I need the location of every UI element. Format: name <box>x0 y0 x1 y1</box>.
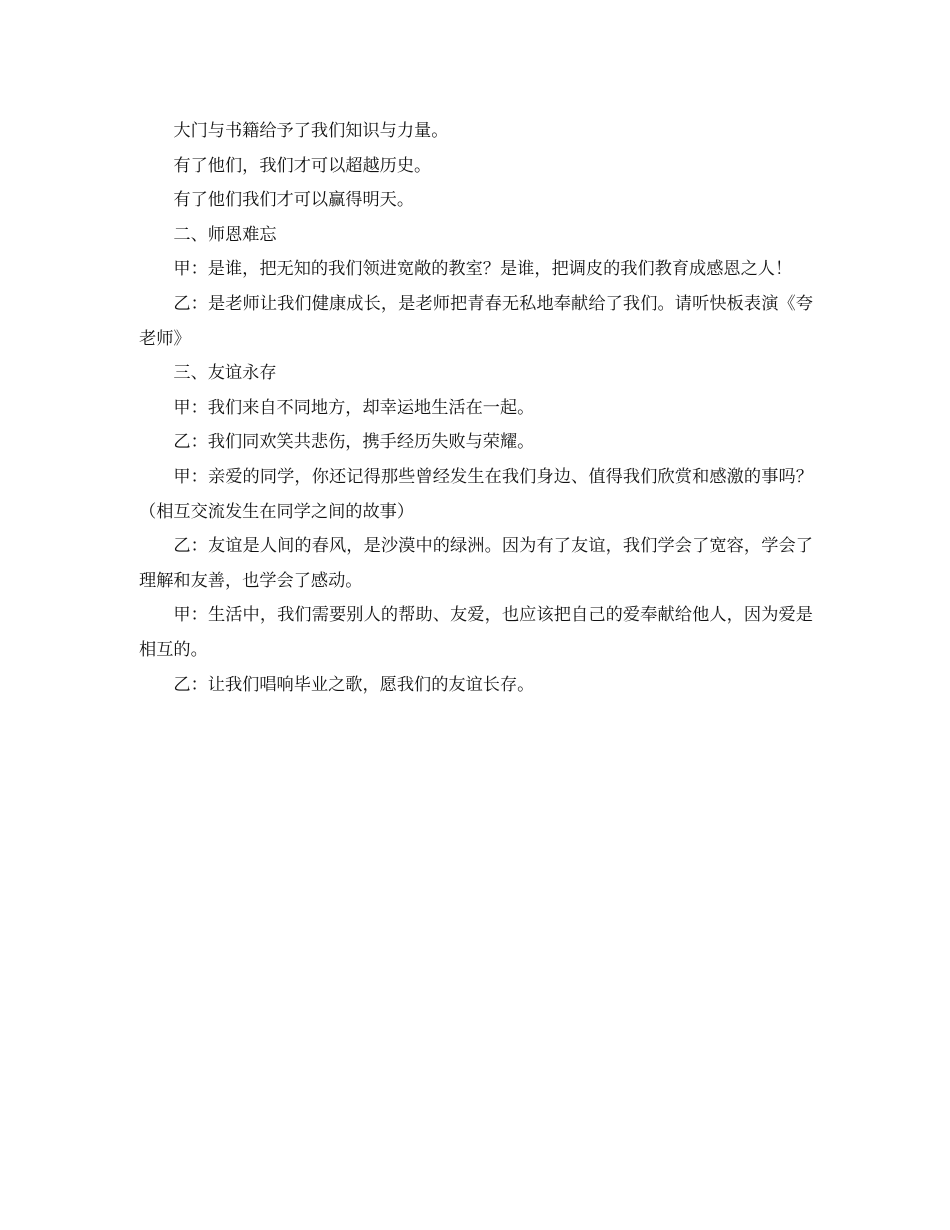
paragraph-jia-remember-stories: 甲：亲爱的同学，你还记得那些曾经发生在我们身边、值得我们欣赏和感激的事吗？（相互交流发生在同学之间的故事） <box>139 466 813 522</box>
section-heading-teachers: 二、师恩难忘 <box>173 224 277 245</box>
paragraph-surpass-history: 有了他们，我们才可以超越历史。 <box>173 155 432 176</box>
paragraph-yi-friendship-spring: 乙：友谊是人间的春风，是沙漠中的绿洲。因为有了友谊，我们学会了宽容，学会了理解和友善，也学会了感动。 <box>139 536 813 591</box>
paragraph-jia-different-places: 甲：我们来自不同地方，却幸运地生活在一起。 <box>173 397 535 418</box>
paragraph-yi-joy-and-sorrow: 乙：我们同欢笑共悲伤，携手经历失败与荣耀。 <box>173 432 535 453</box>
paragraph-yi-teachers-devotion: 乙：是老师让我们健康成长，是老师把青春无私地奉献给了我们。请听快板表演《夸老师》 <box>139 293 813 349</box>
document-body <box>139 114 813 702</box>
paragraph-jia-love-mutual: 甲：生活中，我们需要别人的帮助、友爱，也应该把自己的爱奉献给他人，因为爱是相互的。 <box>139 605 813 660</box>
paragraph-jia-who-led-us: 甲：是谁，把无知的我们领进宽敞的教室？是谁，把调皮的我们教育成感恩之人！ <box>173 259 793 280</box>
section-heading-friendship: 三、友谊永存 <box>173 363 277 384</box>
paragraph-win-tomorrow: 有了他们我们才可以赢得明天。 <box>173 190 415 211</box>
paragraph-knowledge: 大门与书籍给予了我们知识与力量。 <box>173 121 449 141</box>
paragraph-yi-graduation-song: 乙：让我们唱响毕业之歌，愿我们的友谊长存。 <box>173 674 535 695</box>
